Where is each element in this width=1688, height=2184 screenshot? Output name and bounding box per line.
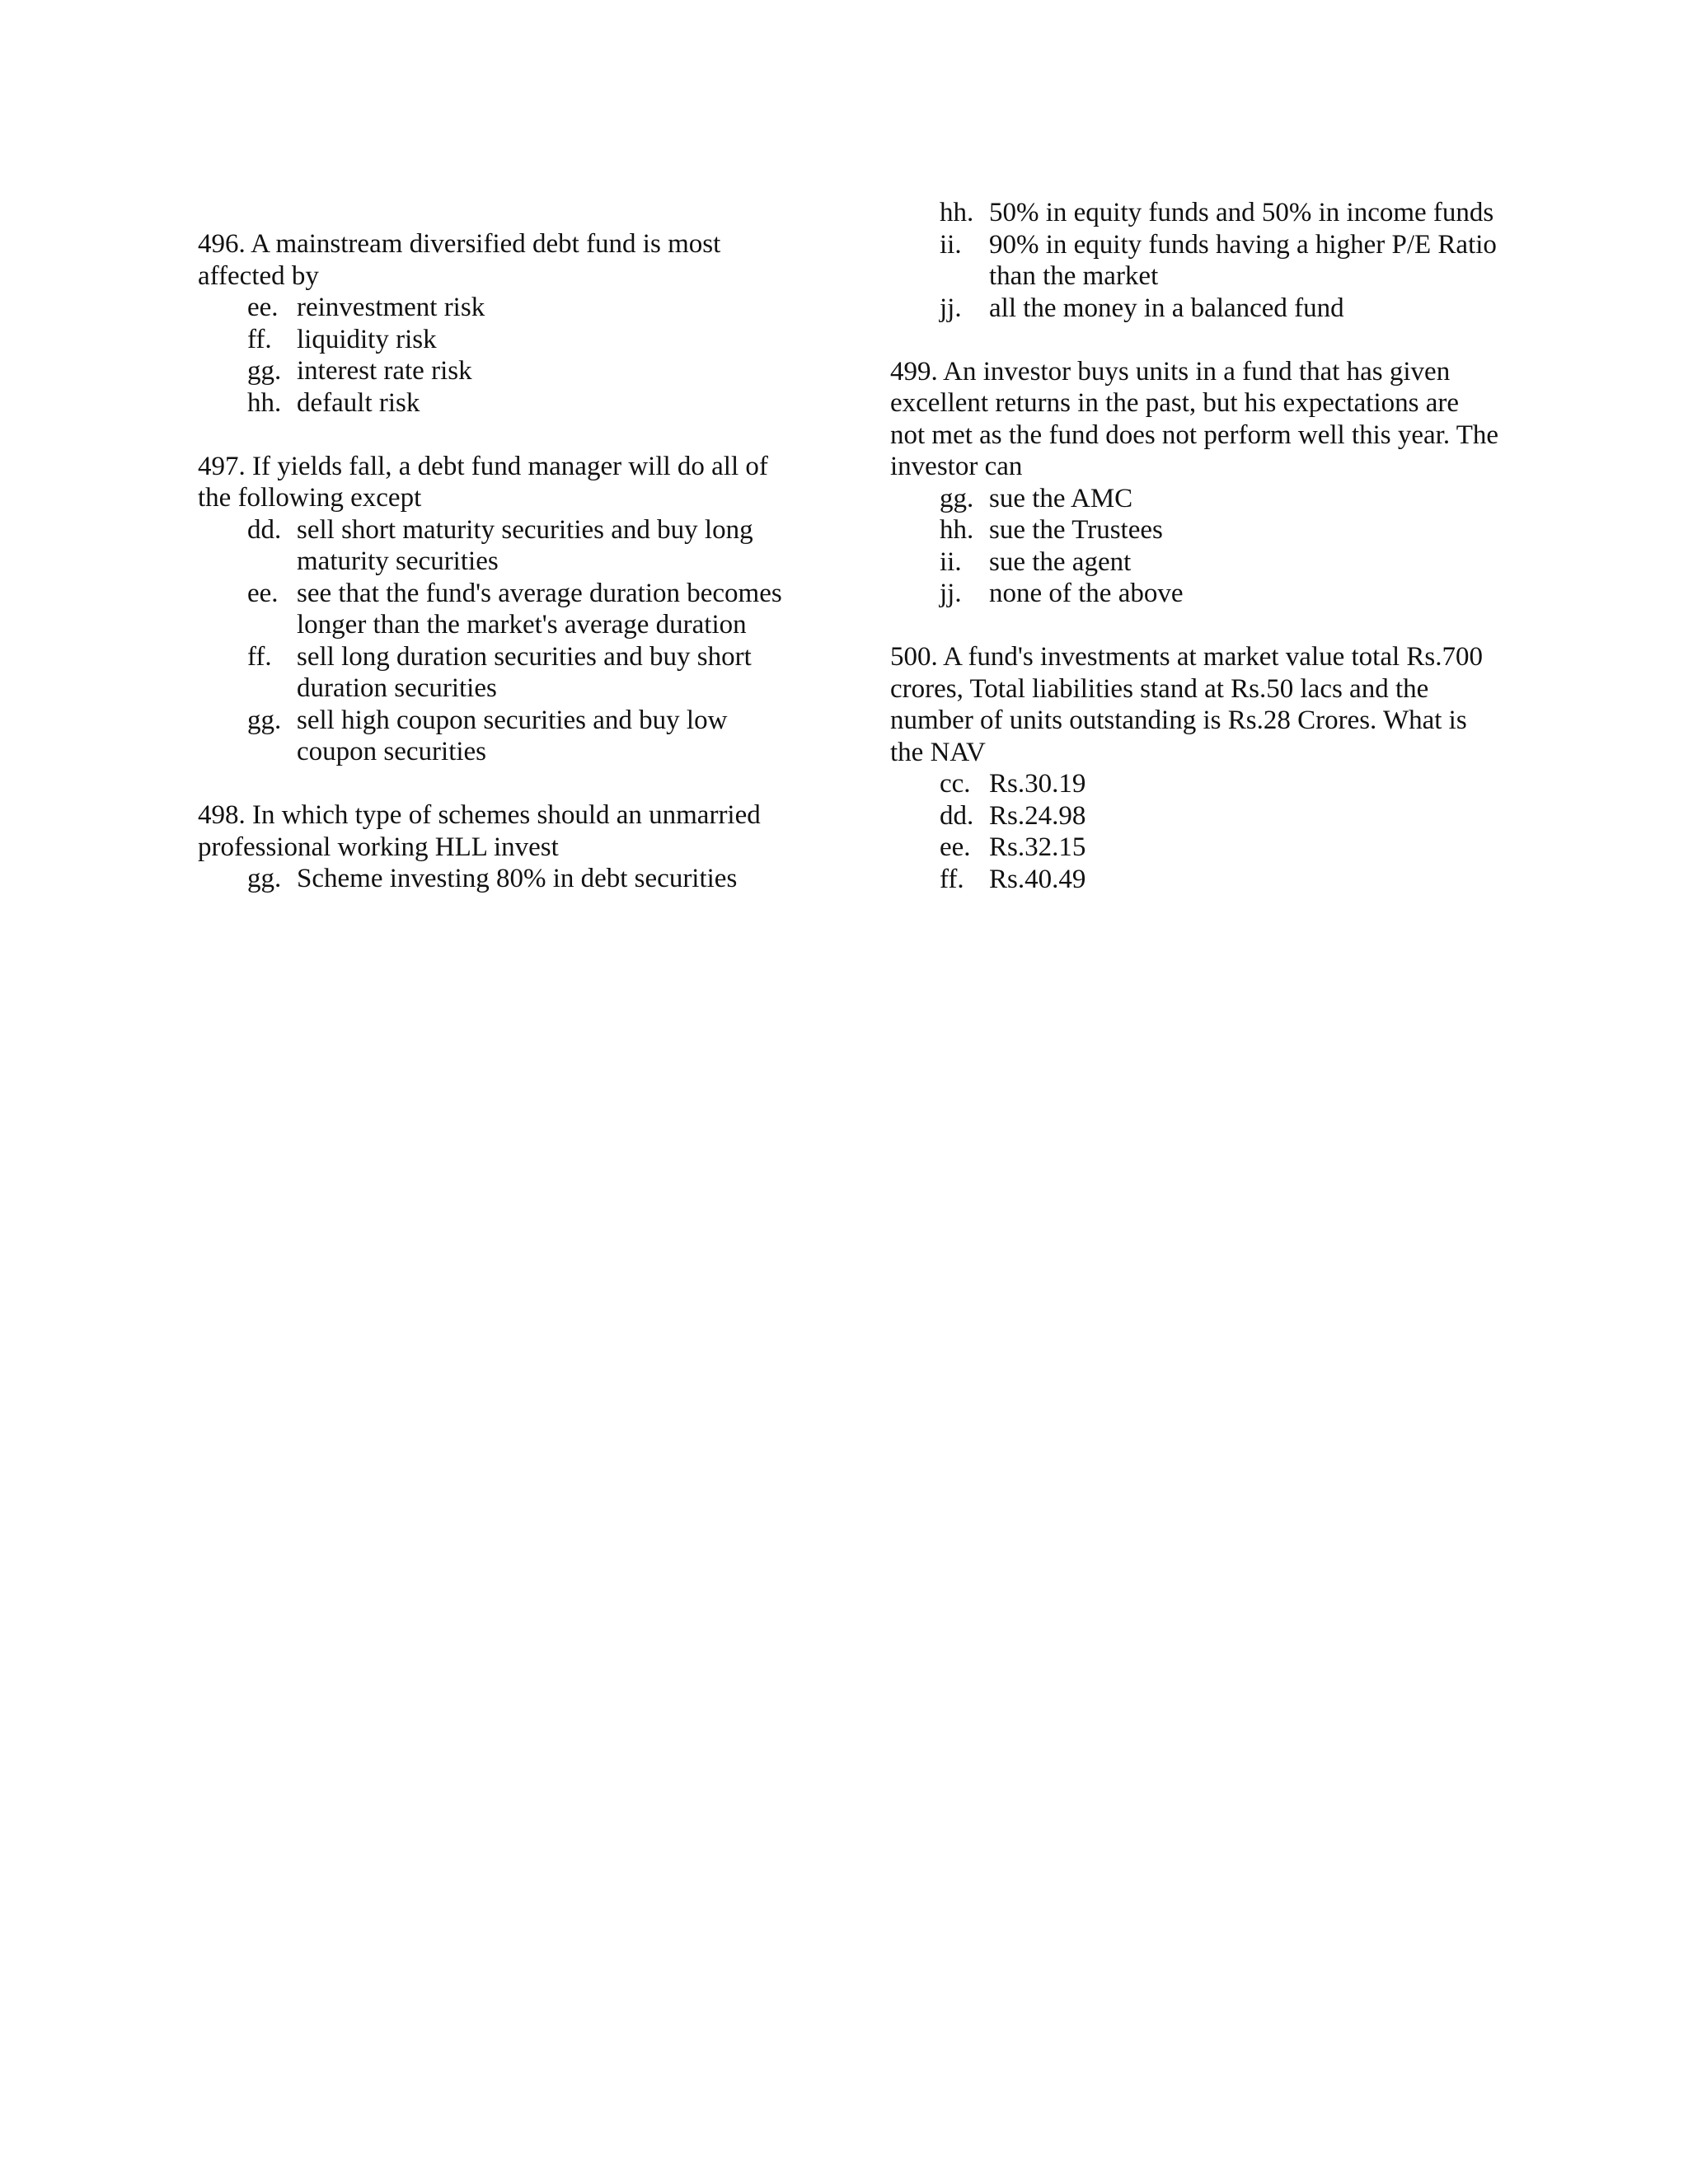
option-list	[890, 768, 1500, 895]
option-letter: ff.	[247, 641, 272, 672]
option-text: sell short maturity securities and buy long maturity securities	[297, 514, 753, 576]
option-item	[198, 292, 808, 324]
option-item	[198, 705, 808, 768]
option-letter: jj.	[940, 579, 962, 608]
option-item	[890, 864, 1500, 896]
option-letter: ff.	[247, 324, 272, 354]
option-letter: jj.	[940, 293, 962, 323]
option-text: interest rate risk	[297, 356, 472, 386]
option-text: reinvestment risk	[297, 293, 485, 322]
option-text: 50% in equity funds and 50% in income funds	[989, 198, 1494, 227]
option-list	[890, 197, 1500, 324]
question-498-continued	[890, 197, 1500, 324]
option-letter: gg.	[247, 356, 282, 386]
option-item	[890, 514, 1500, 546]
right-column	[890, 197, 1500, 927]
question-text: 497. If yields fall, a debt fund manager will do all of the following except	[198, 451, 768, 513]
option-list	[198, 514, 808, 768]
option-item	[198, 387, 808, 419]
question-499	[890, 356, 1500, 610]
option-item	[890, 229, 1500, 293]
question-text: 500. A fund's investments at market value total Rs.700 crores, Total liabilities stand at Rs.50 lacs and the number of units outstanding is Rs.28 Crores. What is the NAV	[890, 642, 1484, 767]
option-item	[890, 832, 1500, 864]
option-item	[890, 578, 1500, 610]
option-item	[890, 800, 1500, 832]
option-letter: ff.	[940, 864, 964, 894]
option-letter: dd.	[940, 800, 974, 831]
option-text: sue the agent	[989, 546, 1132, 577]
option-item	[198, 514, 808, 578]
option-item	[890, 546, 1500, 579]
question-497	[198, 451, 808, 768]
option-list	[198, 863, 808, 895]
option-text: Rs.40.49	[989, 864, 1086, 894]
option-text: sell high coupon securities and buy low coupon securities	[297, 705, 728, 766]
option-text: sue the AMC	[989, 483, 1133, 513]
option-letter: ee.	[940, 832, 971, 862]
option-letter: ii.	[940, 546, 962, 577]
option-letter: dd.	[247, 514, 282, 545]
option-text: Rs.30.19	[989, 769, 1086, 799]
option-text: Rs.24.98	[989, 800, 1086, 831]
option-text: sell long duration securities and buy short duration securities	[297, 641, 752, 703]
left-column	[198, 228, 808, 926]
question-498	[198, 799, 808, 895]
option-item	[198, 641, 808, 705]
option-list	[890, 483, 1500, 610]
question-text: 498. In which type of schemes should an unmarried professional working HLL invest	[198, 800, 761, 862]
question-text: 499. An investor buys units in a fund that has given excellent returns in the past, but his expectations are not met as the fund does not perform well this year. The investor can	[890, 356, 1499, 481]
question-500	[890, 641, 1500, 895]
option-text: see that the fund's average duration becomes longer than the market's average duration	[297, 578, 782, 640]
option-letter: hh.	[247, 387, 282, 418]
option-text: sue the Trustees	[989, 515, 1163, 545]
option-list	[198, 292, 808, 419]
option-letter: hh.	[940, 515, 974, 545]
option-letter: ee.	[247, 293, 279, 322]
option-item	[198, 863, 808, 895]
option-text: all the money in a balanced fund	[989, 293, 1344, 323]
option-text: 90% in equity funds having a higher P/E Ratio than the market	[989, 229, 1497, 291]
option-item	[198, 355, 808, 387]
option-letter: gg.	[940, 483, 974, 513]
option-letter: ii.	[940, 229, 962, 260]
option-item	[198, 324, 808, 356]
option-item	[198, 578, 808, 641]
option-letter: gg.	[247, 864, 282, 893]
option-text: Scheme investing 80% in debt securities	[297, 864, 738, 893]
question-496	[198, 228, 808, 419]
option-text: default risk	[297, 387, 420, 418]
option-text: Rs.32.15	[989, 832, 1086, 862]
option-text: none of the above	[989, 579, 1184, 608]
option-item	[890, 768, 1500, 800]
option-item	[890, 483, 1500, 515]
option-text: liquidity risk	[297, 324, 437, 354]
option-letter: cc.	[940, 769, 971, 799]
option-letter: gg.	[247, 705, 282, 735]
option-item	[890, 293, 1500, 325]
option-letter: ee.	[247, 578, 279, 608]
option-item	[890, 197, 1500, 229]
question-text: 496. A mainstream diversified debt fund is most affected by	[198, 229, 721, 291]
option-letter: hh.	[940, 198, 974, 227]
